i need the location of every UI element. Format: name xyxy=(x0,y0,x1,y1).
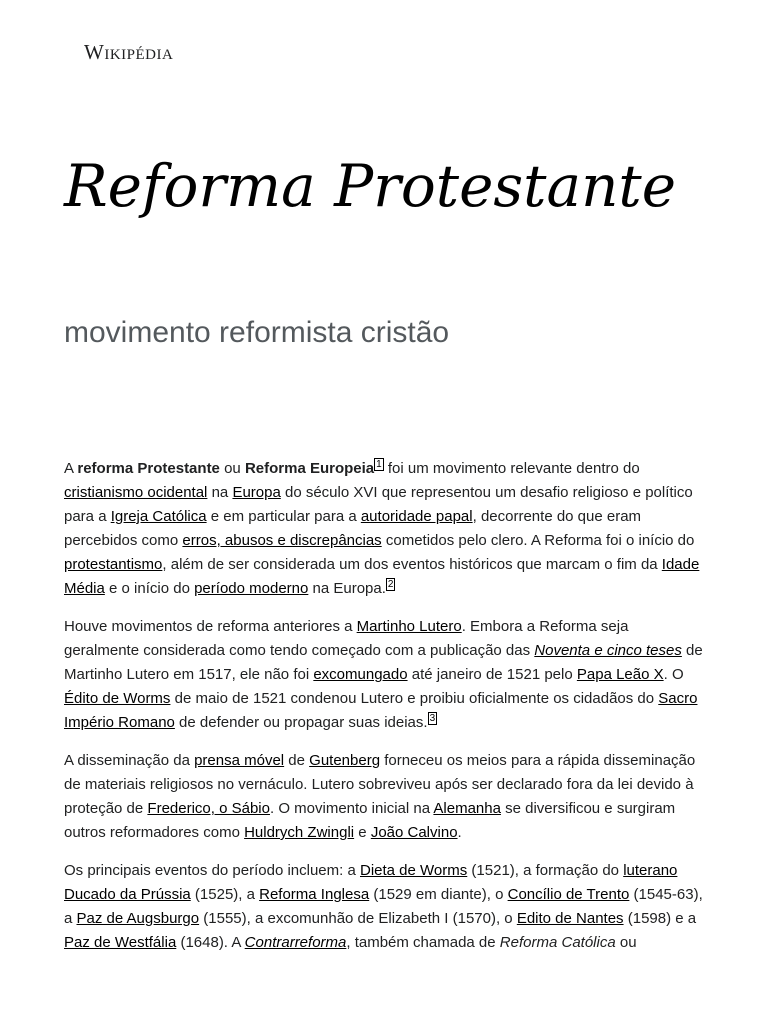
paragraph-1 xyxy=(64,457,704,601)
link-paz-de-westfalia[interactable]: Paz de Westfália xyxy=(64,934,177,951)
bold-term: Reforma Europeia xyxy=(244,460,375,477)
link-protestantismo[interactable]: protestantismo xyxy=(64,556,163,573)
text: (1525), a xyxy=(190,886,260,903)
text: . O movimento inicial na xyxy=(269,800,434,817)
reference-link[interactable]: 2 xyxy=(387,579,394,590)
text: forneceu os meios para a rápida disseminação de materiais religiosos no vernáculo. Lutero sobreviveu após ser declarado fora da lei devido à proteção de xyxy=(64,752,696,817)
text: e xyxy=(354,824,371,841)
reference-1 xyxy=(374,458,384,471)
text: de Martinho Lutero em 1517, ele não foi xyxy=(64,642,703,683)
link-periodo-moderno[interactable]: período moderno xyxy=(194,580,309,597)
link-igreja-catolica[interactable]: Igreja Católica xyxy=(110,508,207,525)
link-papa-leao-x[interactable]: Papa Leão X xyxy=(576,666,664,683)
italic-term: Reforma Católica xyxy=(499,934,616,951)
link-cristianismo-ocidental[interactable]: cristianismo ocidental xyxy=(64,484,208,501)
text: (1598) e a xyxy=(623,910,697,927)
page-title: Reforma Protestante xyxy=(64,152,677,220)
text: . Embora a Reforma seja geralmente considerada como tendo começado com a publicação das xyxy=(64,618,629,659)
text: (1555), a excomunhão de Elizabeth I (1570), o xyxy=(199,910,517,927)
text: se diversificou e surgiram outros reformadores como xyxy=(64,800,676,841)
reference-link[interactable]: 1 xyxy=(376,459,382,470)
text: (1648). A xyxy=(176,934,245,951)
link-frederico-o-sabio[interactable]: Frederico, o Sábio xyxy=(147,800,270,817)
link-paz-de-augsburgo[interactable]: Paz de Augsburgo xyxy=(76,910,200,927)
page-subtitle: movimento reformista cristão xyxy=(64,316,450,349)
link-sacro-imperio-romano[interactable]: Sacro Império Romano xyxy=(64,690,698,731)
text: na Europa. xyxy=(308,580,386,597)
text: ou xyxy=(219,460,245,477)
text: . O xyxy=(663,666,684,683)
link-joao-calvino[interactable]: João Calvino xyxy=(370,824,458,841)
link-ducado-da-prussia[interactable]: luterano Ducado da Prússia xyxy=(64,862,678,903)
text: de xyxy=(284,752,310,769)
link-contrarreforma[interactable]: Contrarreforma xyxy=(244,934,347,951)
text: do século XVI que representou um desafio religioso e político para a xyxy=(64,484,693,525)
link-prensa-movel[interactable]: prensa móvel xyxy=(194,752,285,769)
text: (1545-63), a xyxy=(64,886,703,927)
bold-term: reforma Protestante xyxy=(77,460,220,477)
link-edito-de-nantes[interactable]: Edito de Nantes xyxy=(516,910,624,927)
paragraph-3 xyxy=(64,749,704,845)
text: de defender ou propagar suas ideias. xyxy=(174,714,428,731)
text: foi um movimento relevante dentro do xyxy=(383,460,640,477)
link-edito-de-worms[interactable]: Édito de Worms xyxy=(64,690,171,707)
text: . xyxy=(457,824,462,841)
text: A disseminação da xyxy=(64,752,195,769)
text: A xyxy=(64,460,78,477)
text: ou xyxy=(615,934,637,951)
link-concilio-de-trento[interactable]: Concílio de Trento xyxy=(507,886,630,903)
paragraph-4 xyxy=(64,859,704,955)
text: cometidos pelo clero. A Reforma foi o início do xyxy=(381,532,695,549)
link-gutenberg[interactable]: Gutenberg xyxy=(309,752,381,769)
text: e o início do xyxy=(104,580,195,597)
link-noventa-e-cinco-teses[interactable]: Noventa e cinco teses xyxy=(534,642,682,659)
link-idade-media[interactable]: Idade Média xyxy=(64,556,700,597)
text: até janeiro de 1521 pelo xyxy=(407,666,577,683)
text: , também chamada de xyxy=(346,934,500,951)
link-huldrych-zwingli[interactable]: Huldrych Zwingli xyxy=(244,824,355,841)
link-martinho-lutero[interactable]: Martinho Lutero xyxy=(356,618,462,635)
reference-link[interactable]: 3 xyxy=(429,713,436,724)
text: , além de ser considerada um dos eventos históricos que marcam o fim da xyxy=(162,556,662,573)
link-erros-abusos[interactable]: erros, abusos e discrepâncias xyxy=(182,532,382,549)
text: e em particular para a xyxy=(206,508,361,525)
link-autoridade-papal[interactable]: autoridade papal xyxy=(360,508,473,525)
text: (1529 em diante), o xyxy=(369,886,508,903)
text: , decorrente do que eram percebidos como xyxy=(64,508,642,549)
paragraph-2 xyxy=(64,615,704,735)
text: Os principais eventos do período incluem: a xyxy=(64,862,360,879)
text: (1521), a formação do xyxy=(467,862,624,879)
link-excomungado[interactable]: excomungado xyxy=(313,666,408,683)
text: de maio de 1521 condenou Lutero e proibiu oficialmente os cidadãos do xyxy=(170,690,659,707)
reference-2 xyxy=(386,578,396,591)
link-alemanha[interactable]: Alemanha xyxy=(433,800,501,817)
link-europa[interactable]: Europa xyxy=(232,484,281,501)
text: na xyxy=(207,484,233,501)
link-reforma-inglesa[interactable]: Reforma Inglesa xyxy=(259,886,370,903)
text: Houve movimentos de reforma anteriores a xyxy=(64,618,357,635)
reference-3 xyxy=(428,712,438,725)
article-body xyxy=(64,457,704,969)
wikipedia-logo[interactable]: Wikipédia xyxy=(84,40,174,64)
link-dieta-de-worms[interactable]: Dieta de Worms xyxy=(360,862,468,879)
